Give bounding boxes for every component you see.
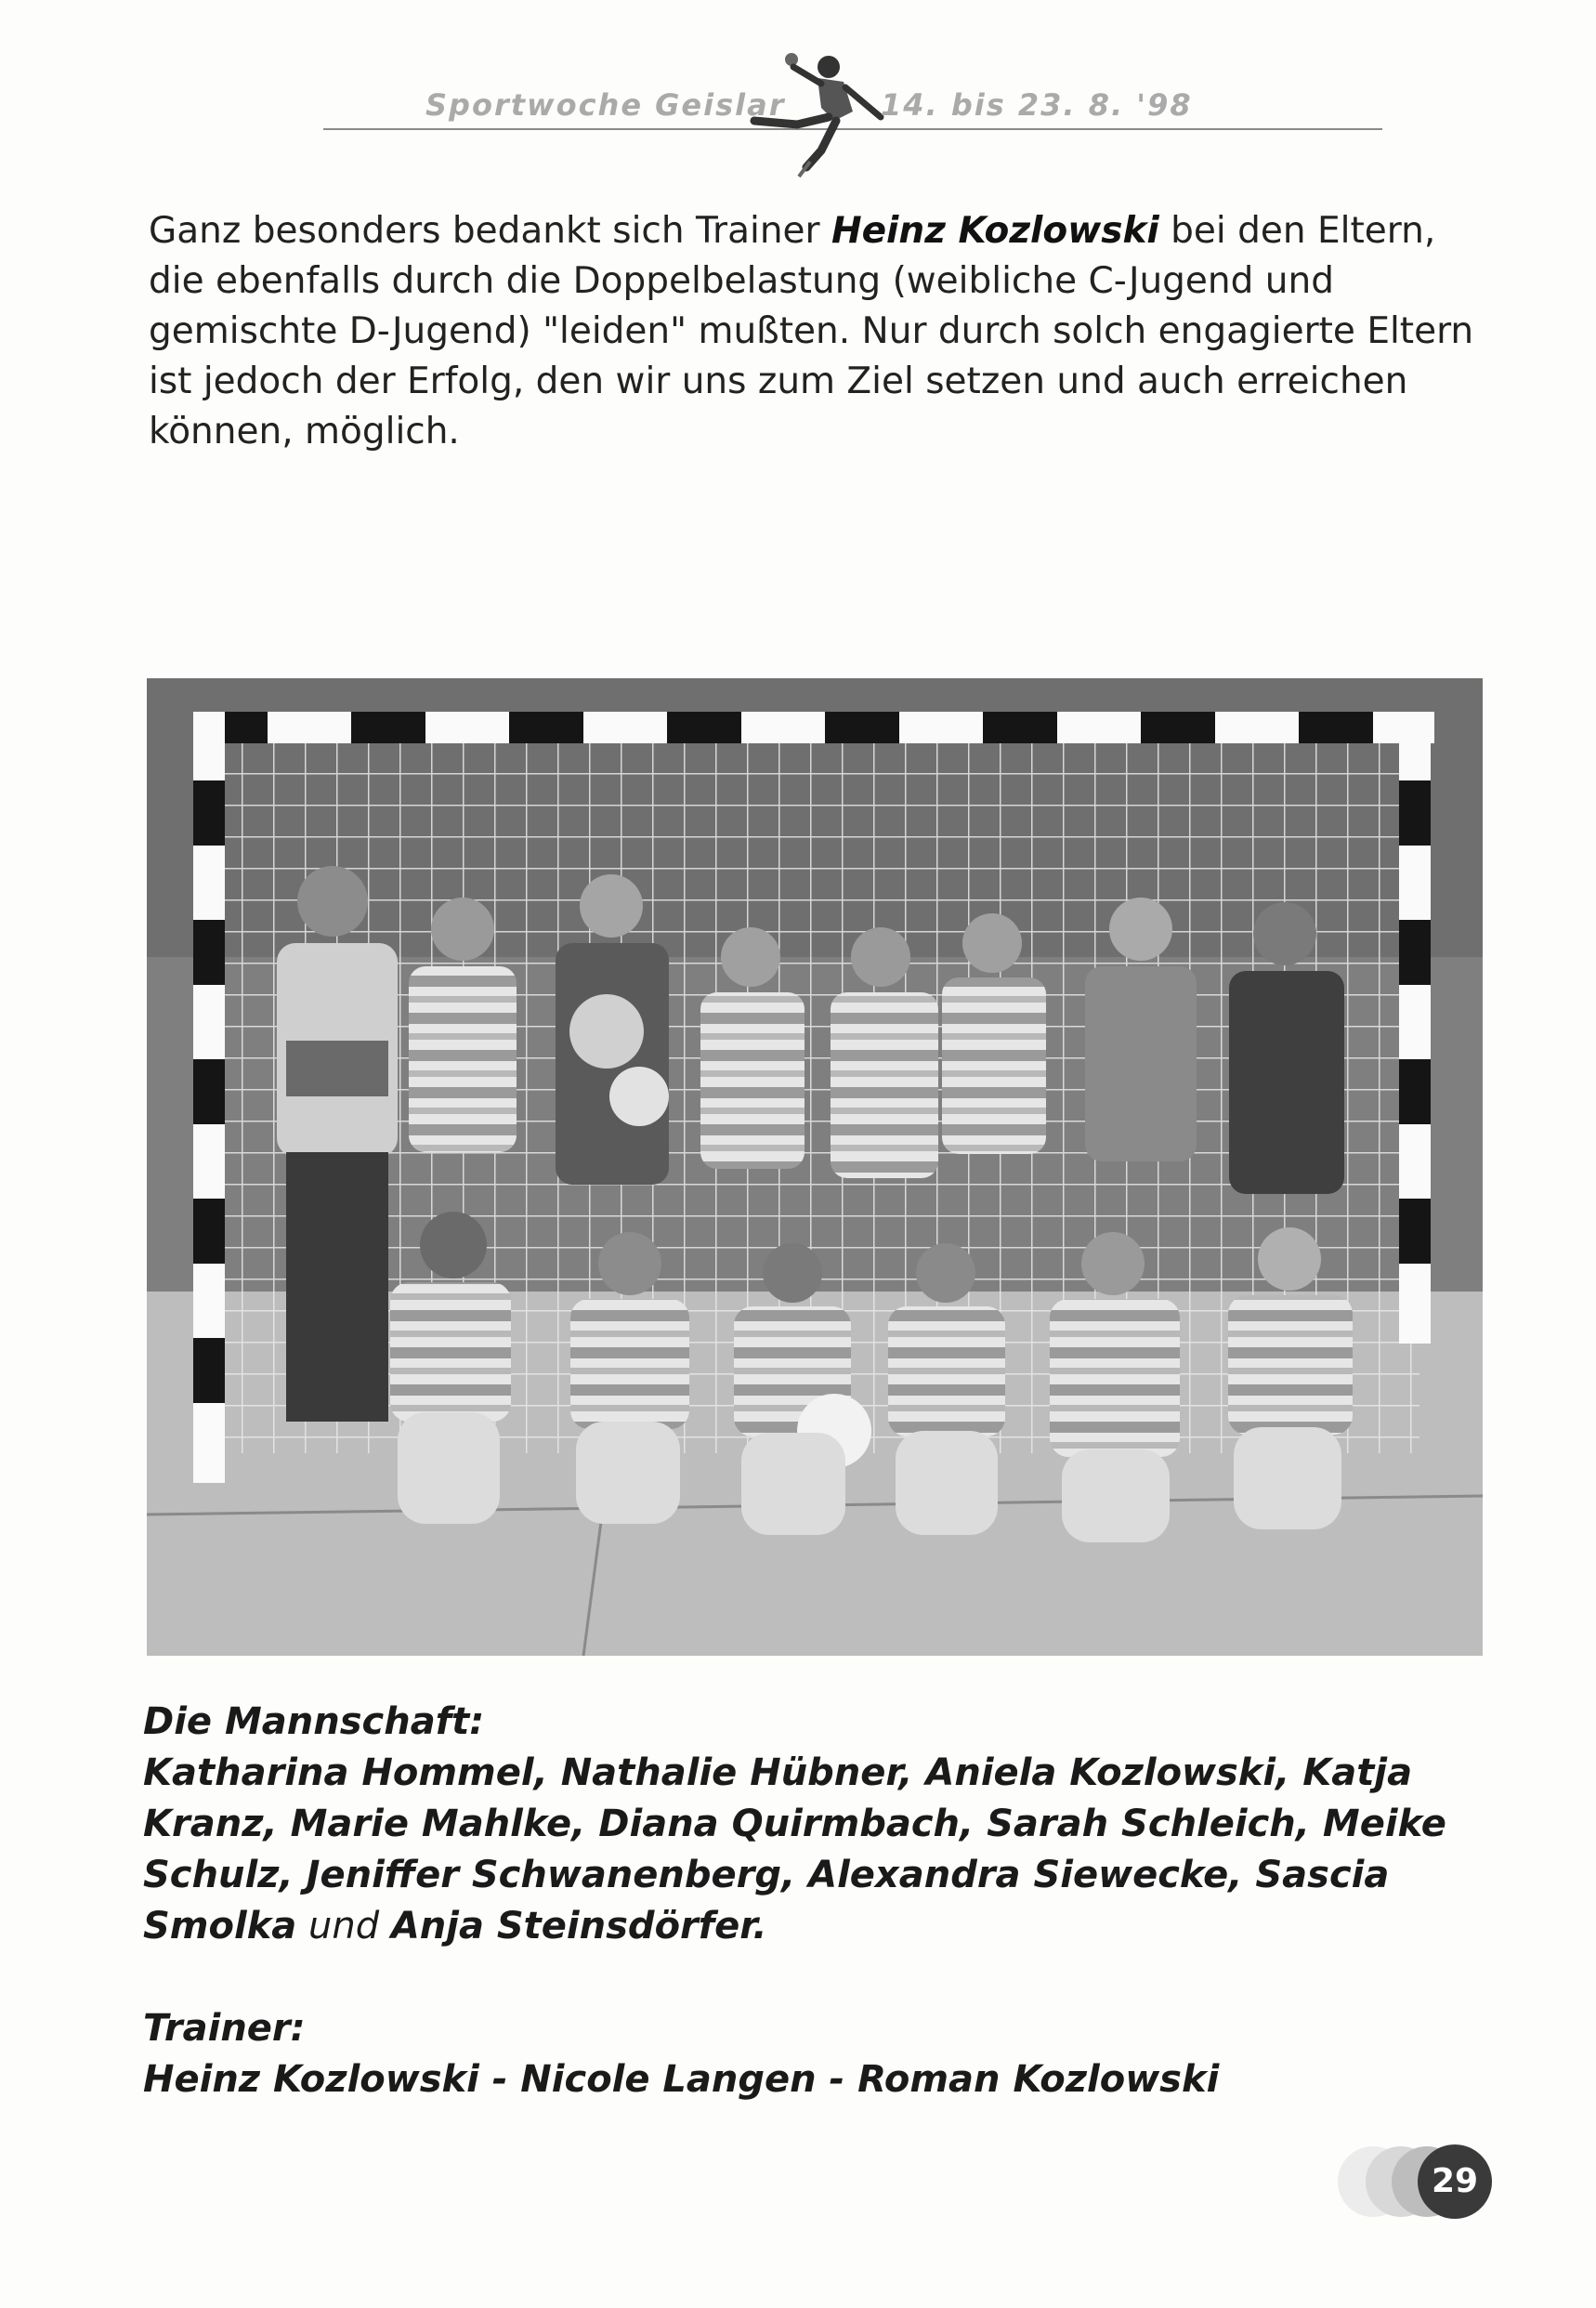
team-members-connector: und [296, 1905, 391, 1947]
team-photo-image [147, 678, 1483, 1656]
trainer-heading: Trainer: [143, 2007, 306, 2050]
team-members-names: Katharina Hommel, Nathalie Hübner, Aniela Kozlowski, Katja Kranz, Marie Mahlke, Diana Quirmbach, Sarah Schleich, Meike Schulz, Jeniffer Schwanenberg, Alexandra Siewecke, Sascia Smolka [143, 1751, 1446, 1947]
trainer-names: Heinz Kozlowski - Nicole Langen - Roman Kozlowski [143, 2058, 1220, 2101]
team-members-list [143, 1748, 1499, 1952]
goal-crossbar [193, 712, 1434, 743]
goal-right-post [1399, 712, 1431, 1344]
intro-text-start: Ganz besonders bedankt sich Trainer [149, 210, 831, 252]
handball-player-icon [732, 46, 890, 186]
team-members-last: Anja Steinsdörfer. [390, 1905, 767, 1947]
page-number-badge [1338, 2139, 1505, 2223]
header-event-title: Sportwoche Geislar [425, 87, 786, 123]
page-header [323, 80, 1382, 191]
intro-text-end: bei den Eltern, die ebenfalls durch die Doppelbelastung (weibliche C-Jugend und gemischte D-Jugend) "leiden" mußten. Nur durch solch engagierte Eltern ist jedoch der Erfolg, den wir uns zum Ziel setzen und auch erreichen können, möglich. [149, 210, 1474, 452]
intro-trainer-name: Heinz Kozlowski [831, 210, 1159, 252]
goal-left-post [193, 712, 225, 1483]
header-event-dates: 14. bis 23. 8. '98 [881, 87, 1193, 123]
intro-paragraph [149, 206, 1486, 457]
photo-caption [143, 1697, 1499, 2105]
team-heading: Die Mannschaft: [143, 1700, 485, 1743]
page-number: 29 [1431, 2162, 1479, 2200]
team-photo-illustration [147, 678, 1483, 1656]
